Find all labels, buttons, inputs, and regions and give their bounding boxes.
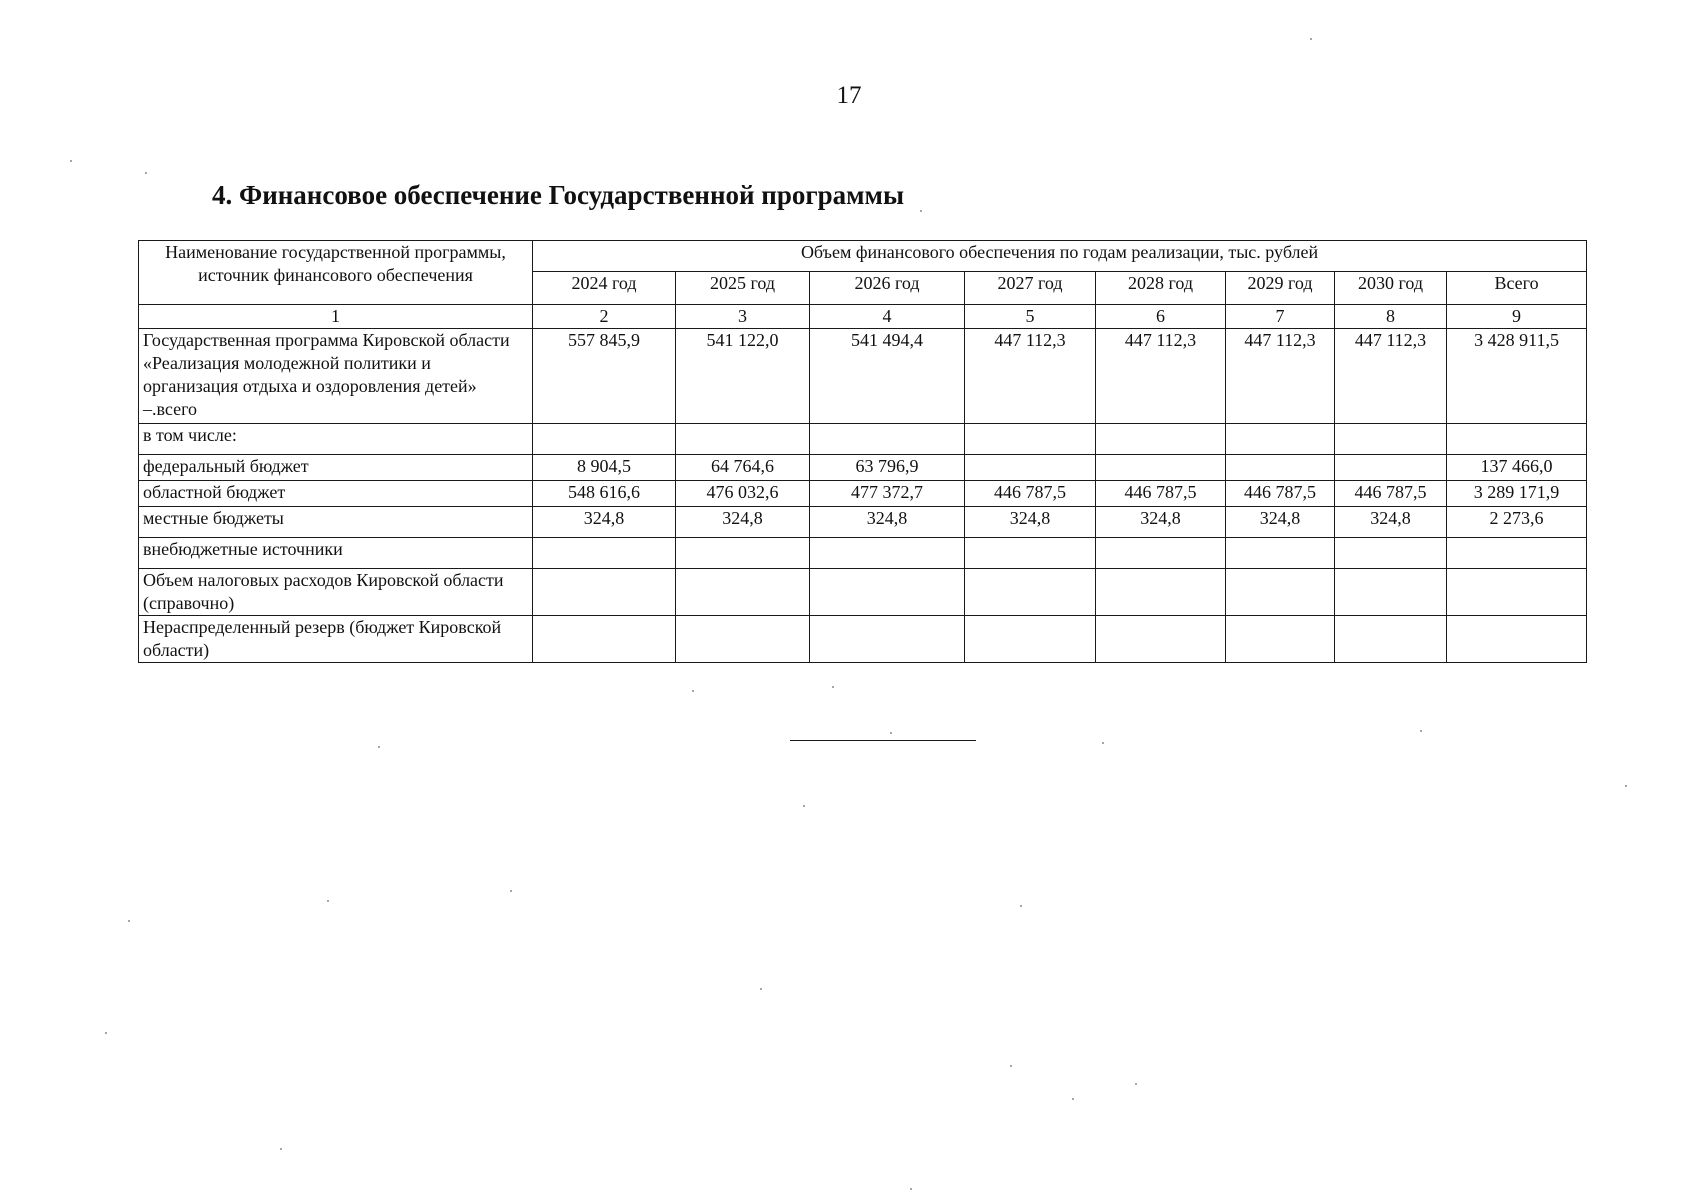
table-row — [139, 424, 1587, 455]
column-index: 5 — [965, 305, 1096, 329]
row-year-value — [1226, 424, 1335, 455]
row-year-value: 64 764,6 — [676, 455, 810, 481]
row-year-value: 541 494,4 — [810, 329, 965, 424]
row-year-value: 324,8 — [1226, 507, 1335, 538]
row-year-value: 324,8 — [965, 507, 1096, 538]
row-year-value — [1096, 424, 1226, 455]
row-year-value: 324,8 — [1335, 507, 1447, 538]
scan-speck — [1625, 785, 1627, 787]
row-year-value — [533, 616, 676, 663]
row-total-value — [1447, 424, 1587, 455]
column-index: 8 — [1335, 305, 1447, 329]
row-source-name: внебюджетные источники — [139, 538, 533, 569]
scan-speck — [145, 172, 147, 174]
table-row — [139, 455, 1587, 481]
row-year-value: 447 112,3 — [1226, 329, 1335, 424]
section-title: 4. Финансовое обеспечение Государственной программы — [212, 180, 905, 210]
row-total-value — [1447, 569, 1587, 616]
scan-speck — [1020, 905, 1022, 907]
row-year-value: 476 032,6 — [676, 481, 810, 507]
scan-speck — [1072, 1098, 1074, 1100]
row-year-value — [810, 569, 965, 616]
header-year: 2026 год — [810, 272, 965, 305]
row-year-value: 324,8 — [810, 507, 965, 538]
row-year-value — [965, 569, 1096, 616]
row-year-value — [1096, 455, 1226, 481]
table-row — [139, 507, 1587, 538]
row-year-value: 324,8 — [533, 507, 676, 538]
row-year-value — [1096, 616, 1226, 663]
row-year-value — [1335, 616, 1447, 663]
header-volume-by-years: Объем финансового обеспечения по годам реализации, тыс. рублей — [533, 241, 1587, 272]
row-year-value — [965, 455, 1096, 481]
row-source-name: Государственная программа Кировской области «Реализация молодежной политики и организация отдыха и оздоровления детей» –.всего — [139, 329, 533, 424]
table-row — [139, 616, 1587, 663]
row-year-value: 447 112,3 — [1335, 329, 1447, 424]
scan-speck — [1135, 1083, 1137, 1085]
row-year-value: 63 796,9 — [810, 455, 965, 481]
row-total-value: 137 466,0 — [1447, 455, 1587, 481]
header-row-group — [139, 241, 1587, 272]
row-year-value — [1096, 569, 1226, 616]
row-year-value: 446 787,5 — [965, 481, 1096, 507]
row-year-value: 477 372,7 — [810, 481, 965, 507]
row-year-value: 8 904,5 — [533, 455, 676, 481]
row-year-value: 541 122,0 — [676, 329, 810, 424]
row-year-value — [1226, 455, 1335, 481]
row-total-value — [1447, 616, 1587, 663]
row-year-value — [1335, 538, 1447, 569]
column-index: 7 — [1226, 305, 1335, 329]
column-index: 2 — [533, 305, 676, 329]
row-total-value: 2 273,6 — [1447, 507, 1587, 538]
row-year-value: 548 616,6 — [533, 481, 676, 507]
row-year-value — [1335, 424, 1447, 455]
row-year-value — [676, 569, 810, 616]
scan-speck — [280, 1148, 282, 1150]
row-year-value — [965, 424, 1096, 455]
scan-speck — [510, 890, 512, 892]
header-year: 2027 год — [965, 272, 1096, 305]
row-year-value — [1335, 455, 1447, 481]
header-year: 2029 год — [1226, 272, 1335, 305]
row-source-name: в том числе: — [139, 424, 533, 455]
row-year-value: 446 787,5 — [1096, 481, 1226, 507]
table-row — [139, 329, 1587, 424]
row-source-name: Объем налоговых расходов Кировской области (справочно) — [139, 569, 533, 616]
row-source-name: местные бюджеты — [139, 507, 533, 538]
column-index: 1 — [139, 305, 533, 329]
row-year-value — [810, 616, 965, 663]
row-source-name: Нераспределенный резерв (бюджет Кировской области) — [139, 616, 533, 663]
scan-speck — [920, 210, 922, 212]
row-total-value — [1447, 538, 1587, 569]
row-year-value: 324,8 — [676, 507, 810, 538]
header-year: 2030 год — [1335, 272, 1447, 305]
scan-speck — [910, 1188, 912, 1190]
header-year: 2028 год — [1096, 272, 1226, 305]
row-year-value — [965, 538, 1096, 569]
row-year-value: 324,8 — [1096, 507, 1226, 538]
column-index: 4 — [810, 305, 965, 329]
row-year-value: 446 787,5 — [1335, 481, 1447, 507]
scan-speck — [760, 988, 762, 990]
scan-speck — [803, 805, 805, 807]
row-source-name: областной бюджет — [139, 481, 533, 507]
header-source-name: Наименование государственной программы, источник финансового обеспечения — [139, 241, 533, 305]
table-row — [139, 538, 1587, 569]
row-year-value — [676, 424, 810, 455]
column-index: 9 — [1447, 305, 1587, 329]
row-year-value: 446 787,5 — [1226, 481, 1335, 507]
page-number: 17 — [836, 82, 862, 109]
financing-table — [138, 240, 1587, 663]
scan-speck — [890, 732, 892, 734]
scan-speck — [70, 160, 72, 162]
row-year-value: 447 112,3 — [965, 329, 1096, 424]
row-year-value — [810, 538, 965, 569]
column-index-row — [139, 305, 1587, 329]
row-year-value: 557 845,9 — [533, 329, 676, 424]
row-year-value — [965, 616, 1096, 663]
table-row — [139, 481, 1587, 507]
row-year-value — [533, 538, 676, 569]
scan-speck — [692, 690, 694, 692]
row-year-value — [676, 538, 810, 569]
column-index: 6 — [1096, 305, 1226, 329]
scan-speck — [1310, 38, 1312, 40]
row-year-value — [1226, 569, 1335, 616]
row-source-name: федеральный бюджет — [139, 455, 533, 481]
scan-speck — [128, 920, 130, 922]
row-year-value — [1226, 616, 1335, 663]
closing-rule — [790, 740, 976, 741]
scan-speck — [327, 900, 329, 902]
header-total: Всего — [1447, 272, 1587, 305]
scan-speck — [1102, 742, 1104, 744]
scan-speck — [105, 1032, 107, 1034]
header-year: 2025 год — [676, 272, 810, 305]
row-year-value: 447 112,3 — [1096, 329, 1226, 424]
table-row — [139, 569, 1587, 616]
scan-speck — [378, 746, 380, 748]
scan-speck — [1420, 730, 1422, 732]
row-year-value — [1335, 569, 1447, 616]
row-year-value — [533, 424, 676, 455]
row-year-value — [676, 616, 810, 663]
column-index: 3 — [676, 305, 810, 329]
row-year-value — [1096, 538, 1226, 569]
scan-speck — [1010, 1065, 1012, 1067]
row-year-value — [1226, 538, 1335, 569]
row-year-value — [533, 569, 676, 616]
row-year-value — [810, 424, 965, 455]
header-year: 2024 год — [533, 272, 676, 305]
row-total-value: 3 289 171,9 — [1447, 481, 1587, 507]
row-total-value: 3 428 911,5 — [1447, 329, 1587, 424]
scan-speck — [832, 686, 834, 688]
